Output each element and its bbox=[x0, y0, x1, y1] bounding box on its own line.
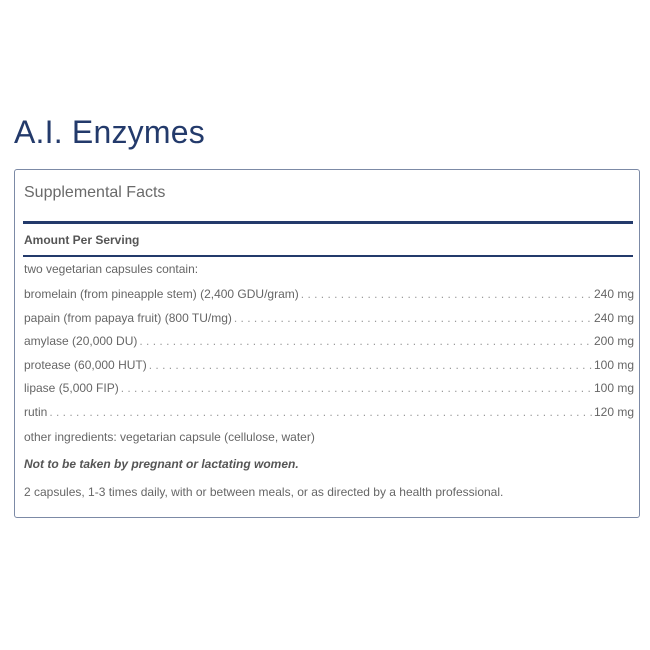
pregnancy-warning: Not to be taken by pregnant or lactating women. bbox=[24, 457, 299, 471]
other-ingredients: other ingredients: vegetarian capsule (cellulose, water) bbox=[24, 430, 315, 444]
ingredient-row bbox=[24, 358, 634, 374]
ingredient-row bbox=[24, 334, 634, 350]
serving-note: two vegetarian capsules contain: bbox=[24, 262, 199, 276]
dot-leader bbox=[121, 381, 592, 395]
ingredient-row bbox=[24, 311, 634, 327]
ingredient-name: rutin bbox=[24, 405, 48, 419]
facts-heading: Supplemental Facts bbox=[24, 184, 166, 201]
ingredient-name: protease (60,000 HUT) bbox=[24, 358, 147, 372]
ingredient-row bbox=[24, 287, 634, 303]
ingredient-row bbox=[24, 405, 634, 421]
divider-thick bbox=[23, 221, 633, 224]
supplement-facts-panel bbox=[14, 169, 640, 518]
ingredient-amount: 100 mg bbox=[593, 381, 634, 395]
ingredient-amount: 100 mg bbox=[593, 358, 634, 372]
dot-leader bbox=[234, 311, 592, 325]
ingredient-name: amylase (20,000 DU) bbox=[24, 334, 138, 348]
ingredient-name: lipase (5,000 FIP) bbox=[24, 381, 119, 395]
ingredient-row bbox=[24, 381, 634, 397]
ingredient-amount: 240 mg bbox=[593, 311, 634, 325]
directions-text: 2 capsules, 1-3 times daily, with or between meals, or as directed by a health professional. bbox=[24, 485, 504, 499]
dot-leader bbox=[301, 287, 592, 301]
ingredient-amount: 200 mg bbox=[593, 334, 634, 348]
product-title: A.I. Enzymes bbox=[14, 114, 205, 150]
dot-leader bbox=[149, 358, 592, 372]
serving-label: Amount Per Serving bbox=[24, 233, 140, 247]
divider-thin bbox=[23, 255, 633, 257]
dot-leader bbox=[139, 334, 592, 348]
ingredient-amount: 240 mg bbox=[593, 287, 634, 301]
ingredient-name: bromelain (from pineapple stem) (2,400 GDU/gram) bbox=[24, 287, 299, 301]
dot-leader bbox=[49, 405, 592, 419]
ingredient-name: papain (from papaya fruit) (800 TU/mg) bbox=[24, 311, 232, 325]
ingredient-amount: 120 mg bbox=[593, 405, 634, 419]
